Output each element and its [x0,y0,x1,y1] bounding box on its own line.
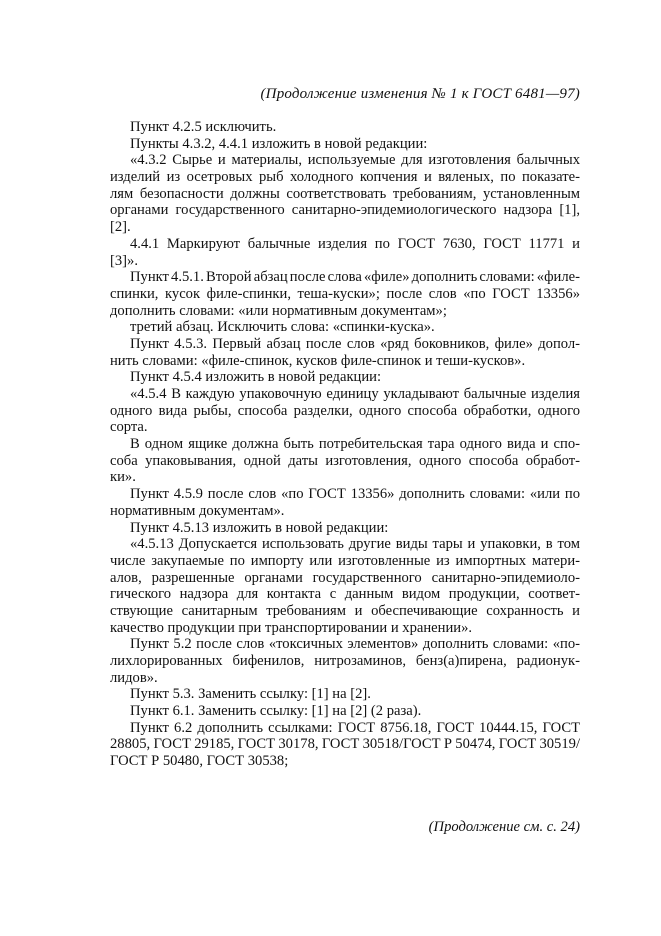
text-line: Пункт 4.2.5 исключить. [130,119,277,135]
text-line: В одном ящике должна быть потребительская тара одного вида и спо- [130,436,580,453]
text-line: лидов». [110,669,158,686]
page-header-continuation: (Продолжение изменения № 1 к ГОСТ 6481—97) [260,86,580,102]
text-line: ствующие санитарным требованиям и обеспечивающие сохранность и [110,602,580,619]
text-line: Пункты 4.3.2, 4.4.1 изложить в новой редакции: [130,135,428,152]
text-line: Пункт 4.5.4 изложить в новой редакции: [130,369,382,386]
text-line: Пункт 4.5.3. Первый абзац после слов «ряд боковников, филе» допол- [130,335,580,352]
text-line: сорта. [110,419,148,436]
text-line: 4.4.1 Маркируют балычные изделия по ГОСТ 7630, ГОСТ 11771 и [130,235,580,252]
text-line: Пункт 5.3. Заменить ссылку: [1] на [2]. [130,686,371,703]
text-line: лихлорированных бифенилов, нитрозаминов, бенз(а)пирена, радионук- [110,653,580,669]
text-line: [2]. [110,219,131,236]
text-line: спинки, кусок филе-спинки, теша-куски»; после слов «по ГОСТ 13356» [110,285,580,302]
text-line: Пункт 4.5.9 после слов «по ГОСТ 13356» дополнить словами: «или по [130,486,580,503]
text-line: числе закупаемые по импорту или изготовленные из импортных матери- [110,552,580,569]
document-body [110,119,580,770]
text-line: Пункт 6.1. Заменить ссылку: [1] на [2] (2 раза). [130,703,422,720]
text-line: качество продукции при транспортировании и хранении». [110,619,473,636]
text-line: изделий из осетровых рыб холодного копчения и вяленых, по показате- [110,169,580,186]
page-footer-continuation: (Продолжение см. с. 24) [428,819,580,835]
text-line: ГОСТ Р 50480, ГОСТ 30538; [110,753,289,770]
text-line: [3]». [110,252,138,269]
text-line: нормативным документам». [110,502,285,519]
text-line: дополнить словами: «или нормативным документам»; [110,302,447,319]
text-line: «4.3.2 Сырье и материалы, используемые для изготовления балычных [130,152,580,169]
text-line: алов, разрешенные органами государственного санитарно-эпидемиоло- [110,569,580,586]
text-line: «4.5.4 В каждую упаковочную единицу укладывают балычные изделия [130,386,580,402]
text-line: Пункт 6.2 дополнить ссылками: ГОСТ 8756.18, ГОСТ 10444.15, ГОСТ [130,719,580,736]
text-line: Пункт 5.2 после слов «токсичных элементов» дополнить словами: «по- [130,636,580,653]
text-line: третий абзац. Исключить слова: «спинки-куска». [130,319,435,336]
text-line: «4.5.13 Допускается использовать другие виды тары и упаковки, в том [130,536,580,553]
text-line: Пункт 4.5.13 изложить в новой редакции: [130,519,389,536]
text-line: соба упаковывания, одной даты изготовления, одного способа обработ- [110,452,580,469]
text-line: одного вида рыбы, способа разделки, одного способа обработки, одного [110,402,580,419]
text-line: органами государственного санитарно-эпидемиологического надзора [1], [110,202,580,219]
text-line: лям безопасности должны соответствовать требованиям, установленным [110,185,580,202]
text-line: ки». [110,469,136,486]
text-line: нить словами: «филе-спинок, кусков филе-спинок и теши-кусков». [110,352,526,369]
text-line: гического надзора для контакта с данным видом продукции, соответ- [110,586,580,603]
text-line: 28805, ГОСТ 29185, ГОСТ 30178, ГОСТ 30518/ГОСТ Р 50474, ГОСТ 30519/ [110,736,580,753]
text-line: Пункт 4.5.1. Второй абзац после слова «филе» дополнить словами: «филе- [130,269,580,286]
